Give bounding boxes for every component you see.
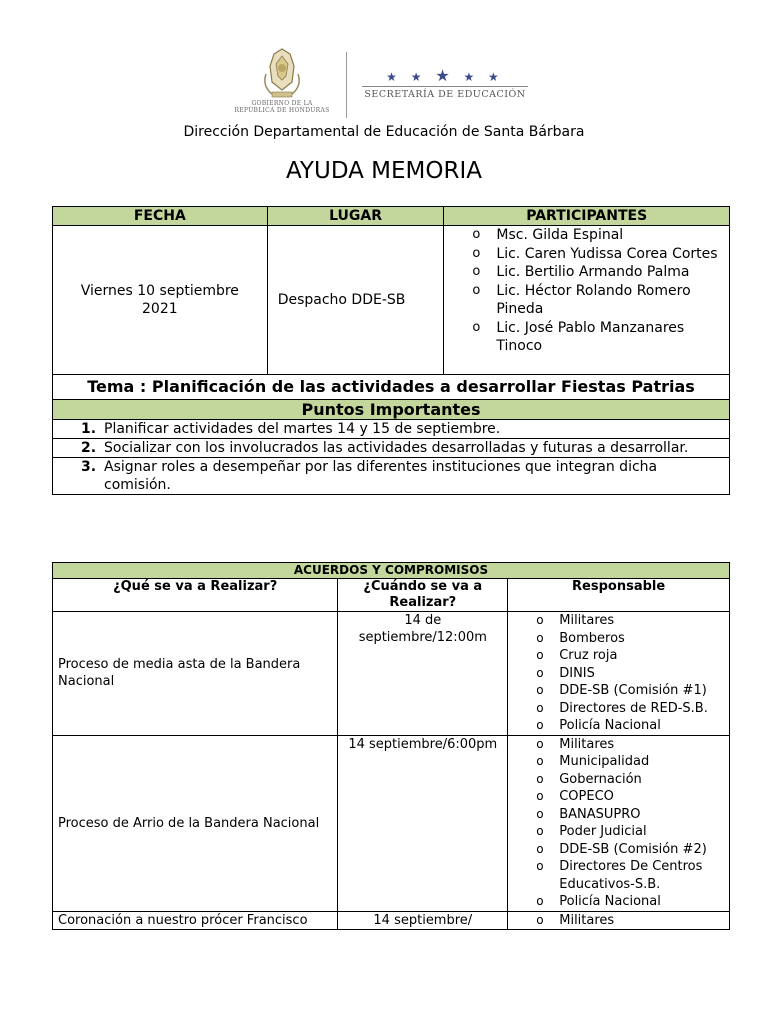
acuerdo-cuando: 14 septiembre/ [338, 911, 508, 930]
responsable-name: Poder Judicial [559, 824, 647, 839]
punto-row [53, 439, 730, 458]
que-header: ¿Qué se va a Realizar? [53, 579, 338, 612]
participante-name: Msc. Gilda Espinal [496, 227, 624, 243]
responsables-list [508, 912, 729, 930]
bullet-icon: o [536, 613, 544, 627]
acuerdos-title-row [53, 563, 730, 579]
bullet-icon: o [536, 841, 544, 856]
bullet-icon: o [536, 806, 544, 821]
puntos-title: Puntos Importantes [53, 400, 730, 420]
punto-row [53, 420, 730, 439]
bullet-icon: o [536, 912, 544, 927]
responsable-name: Cruz roja [559, 648, 618, 663]
responsables-list [508, 612, 729, 735]
acuerdo-row [53, 612, 730, 736]
fecha-header: FECHA [53, 207, 268, 226]
participante-item [444, 226, 729, 245]
punto-number: 2. [81, 440, 97, 456]
responsable-item [508, 858, 729, 893]
gov-logo-line2: REPÚBLICA DE HONDURAS [234, 107, 330, 114]
acuerdos-header-row [53, 579, 730, 612]
responsable-item [508, 912, 729, 930]
cuando-header: ¿Cuándo se va a Realizar? [338, 579, 508, 612]
bullet-icon: o [536, 665, 544, 680]
acuerdos-table [52, 562, 730, 930]
participantes-list [444, 226, 729, 356]
responsable-item [508, 806, 729, 824]
responsable-item [508, 823, 729, 841]
acuerdo-responsable [508, 735, 730, 911]
responsable-item [508, 841, 729, 859]
responsable-item [508, 736, 729, 754]
info-table [52, 206, 730, 495]
bullet-icon: o [536, 859, 544, 873]
responsable-name: COPECO [559, 789, 614, 804]
responsable-name: Directores de RED-S.B. [559, 700, 708, 716]
logo-header [0, 42, 768, 124]
acuerdo-responsable [508, 911, 730, 930]
bullet-icon: o [536, 894, 544, 908]
bullet-icon: o [536, 771, 544, 786]
government-logo [222, 42, 342, 124]
punto-cell [53, 439, 730, 458]
responsable-item [508, 647, 729, 665]
bullet-icon: o [472, 227, 481, 242]
responsable-name: DDE-SB (Comisión #2) [559, 841, 707, 857]
lugar-header: LUGAR [267, 207, 444, 226]
acuerdos-rows [53, 612, 730, 930]
punto-number: 3. [81, 459, 97, 475]
bullet-icon: o [536, 824, 544, 838]
info-header-row [53, 207, 730, 226]
acuerdo-responsable [508, 612, 730, 736]
tema-row [53, 375, 730, 400]
participante-name: Lic. Bertilio Armando Palma [496, 264, 690, 280]
responsable-name: Bomberos [559, 630, 625, 646]
bullet-icon: o [536, 718, 544, 732]
responsable-name: DINIS [559, 665, 595, 681]
responsable-item [508, 630, 729, 648]
tema-text: Tema : Planificación de las actividades a desarrollar Fiestas Patrias [53, 375, 730, 400]
acuerdos-title: ACUERDOS Y COMPROMISOS [53, 563, 730, 579]
punto-text: Socializar con los involucrados las actividades desarrolladas y futuras a desarrollar. [104, 440, 689, 456]
secretaria-logo [362, 66, 528, 110]
responsable-name: Militares [559, 912, 615, 928]
acuerdo-row [53, 735, 730, 911]
responsable-name: Militares [559, 613, 615, 628]
bullet-icon: o [536, 648, 544, 662]
responsable-name: Municipalidad [559, 754, 650, 769]
fecha-cell: Viernes 10 septiembre 2021 [53, 226, 268, 375]
participante-name: Lic. Héctor Rolando Romero Pineda [496, 282, 691, 317]
info-row [53, 226, 730, 375]
punto-cell [53, 458, 730, 495]
lugar-cell: Despacho DDE-SB [267, 226, 444, 375]
responsable-name: Gobernación [559, 771, 642, 787]
punto-cell [53, 420, 730, 439]
secretaria-text: SECRETARÍA DE EDUCACIÓN [364, 89, 526, 100]
responsable-item [508, 665, 729, 683]
responsable-item [508, 753, 729, 771]
participante-name: Lic. Caren Yudissa Corea Cortes [496, 245, 718, 262]
punto-text: Asignar roles a desempeñar por las diferentes instituciones que integran dicha comisión. [104, 459, 658, 493]
punto-number: 1. [81, 421, 97, 437]
puntos-list [53, 420, 730, 495]
acuerdo-cuando: 14 septiembre/6:00pm [338, 735, 508, 911]
participantes-header: PARTICIPANTES [444, 207, 730, 226]
bullet-icon: o [472, 319, 481, 335]
bullet-icon: o [536, 789, 544, 803]
responsable-name: Directores De Centros Educativos-S.B. [559, 859, 703, 892]
bullet-icon: o [536, 683, 544, 697]
responsable-item [508, 612, 729, 630]
responsable-name: BANASUPRO [559, 806, 641, 822]
acuerdo-cuando: 14 de septiembre/12:00m [338, 612, 508, 736]
responsable-name: Militares [559, 736, 615, 752]
acuerdo-que: Proceso de Arrio de la Bandera Nacional [53, 735, 338, 911]
responsable-item [508, 717, 729, 735]
bullet-icon: o [472, 245, 481, 261]
responsable-name: Policía Nacional [559, 894, 661, 909]
participante-item [444, 263, 729, 282]
bullet-icon: o [536, 754, 544, 768]
responsable-name: DDE-SB (Comisión #1) [559, 683, 707, 698]
page-title: AYUDA MEMORIA [285, 158, 482, 184]
divider [362, 86, 528, 87]
coat-of-arms-icon [260, 46, 304, 100]
responsable-item [508, 788, 729, 806]
participante-item [444, 282, 729, 319]
bullet-icon: o [472, 282, 481, 298]
stars-icon: ★ ★ ★ ★ ★ [386, 66, 504, 85]
participante-item [444, 245, 729, 264]
bullet-icon: o [536, 700, 544, 715]
puntos-title-row [53, 400, 730, 420]
punto-text: Planificar actividades del martes 14 y 15 de septiembre. [104, 421, 501, 437]
punto-row [53, 458, 730, 495]
direccion-heading: Dirección Departamental de Educación de Santa Bárbara [183, 124, 585, 140]
bullet-icon: o [536, 630, 544, 645]
responsable-name: Policía Nacional [559, 718, 661, 733]
participante-item [444, 319, 729, 356]
responsable-item [508, 893, 729, 911]
responsable-item [508, 700, 729, 718]
gov-logo-line1: GOBIERNO DE LA [251, 100, 313, 107]
responsable-header: Responsable [508, 579, 730, 612]
acuerdo-que: Coronación a nuestro prócer Francisco [53, 911, 338, 930]
logo-divider [346, 52, 347, 118]
responsable-item [508, 771, 729, 789]
participante-name: Lic. José Pablo Manzanares Tinoco [496, 319, 685, 354]
acuerdo-que: Proceso de media asta de la Bandera Nacional [53, 612, 338, 736]
participantes-cell [444, 226, 730, 375]
bullet-icon: o [536, 736, 544, 751]
responsable-item [508, 682, 729, 700]
acuerdo-row [53, 911, 730, 930]
bullet-icon: o [472, 264, 481, 279]
responsables-list [508, 736, 729, 911]
